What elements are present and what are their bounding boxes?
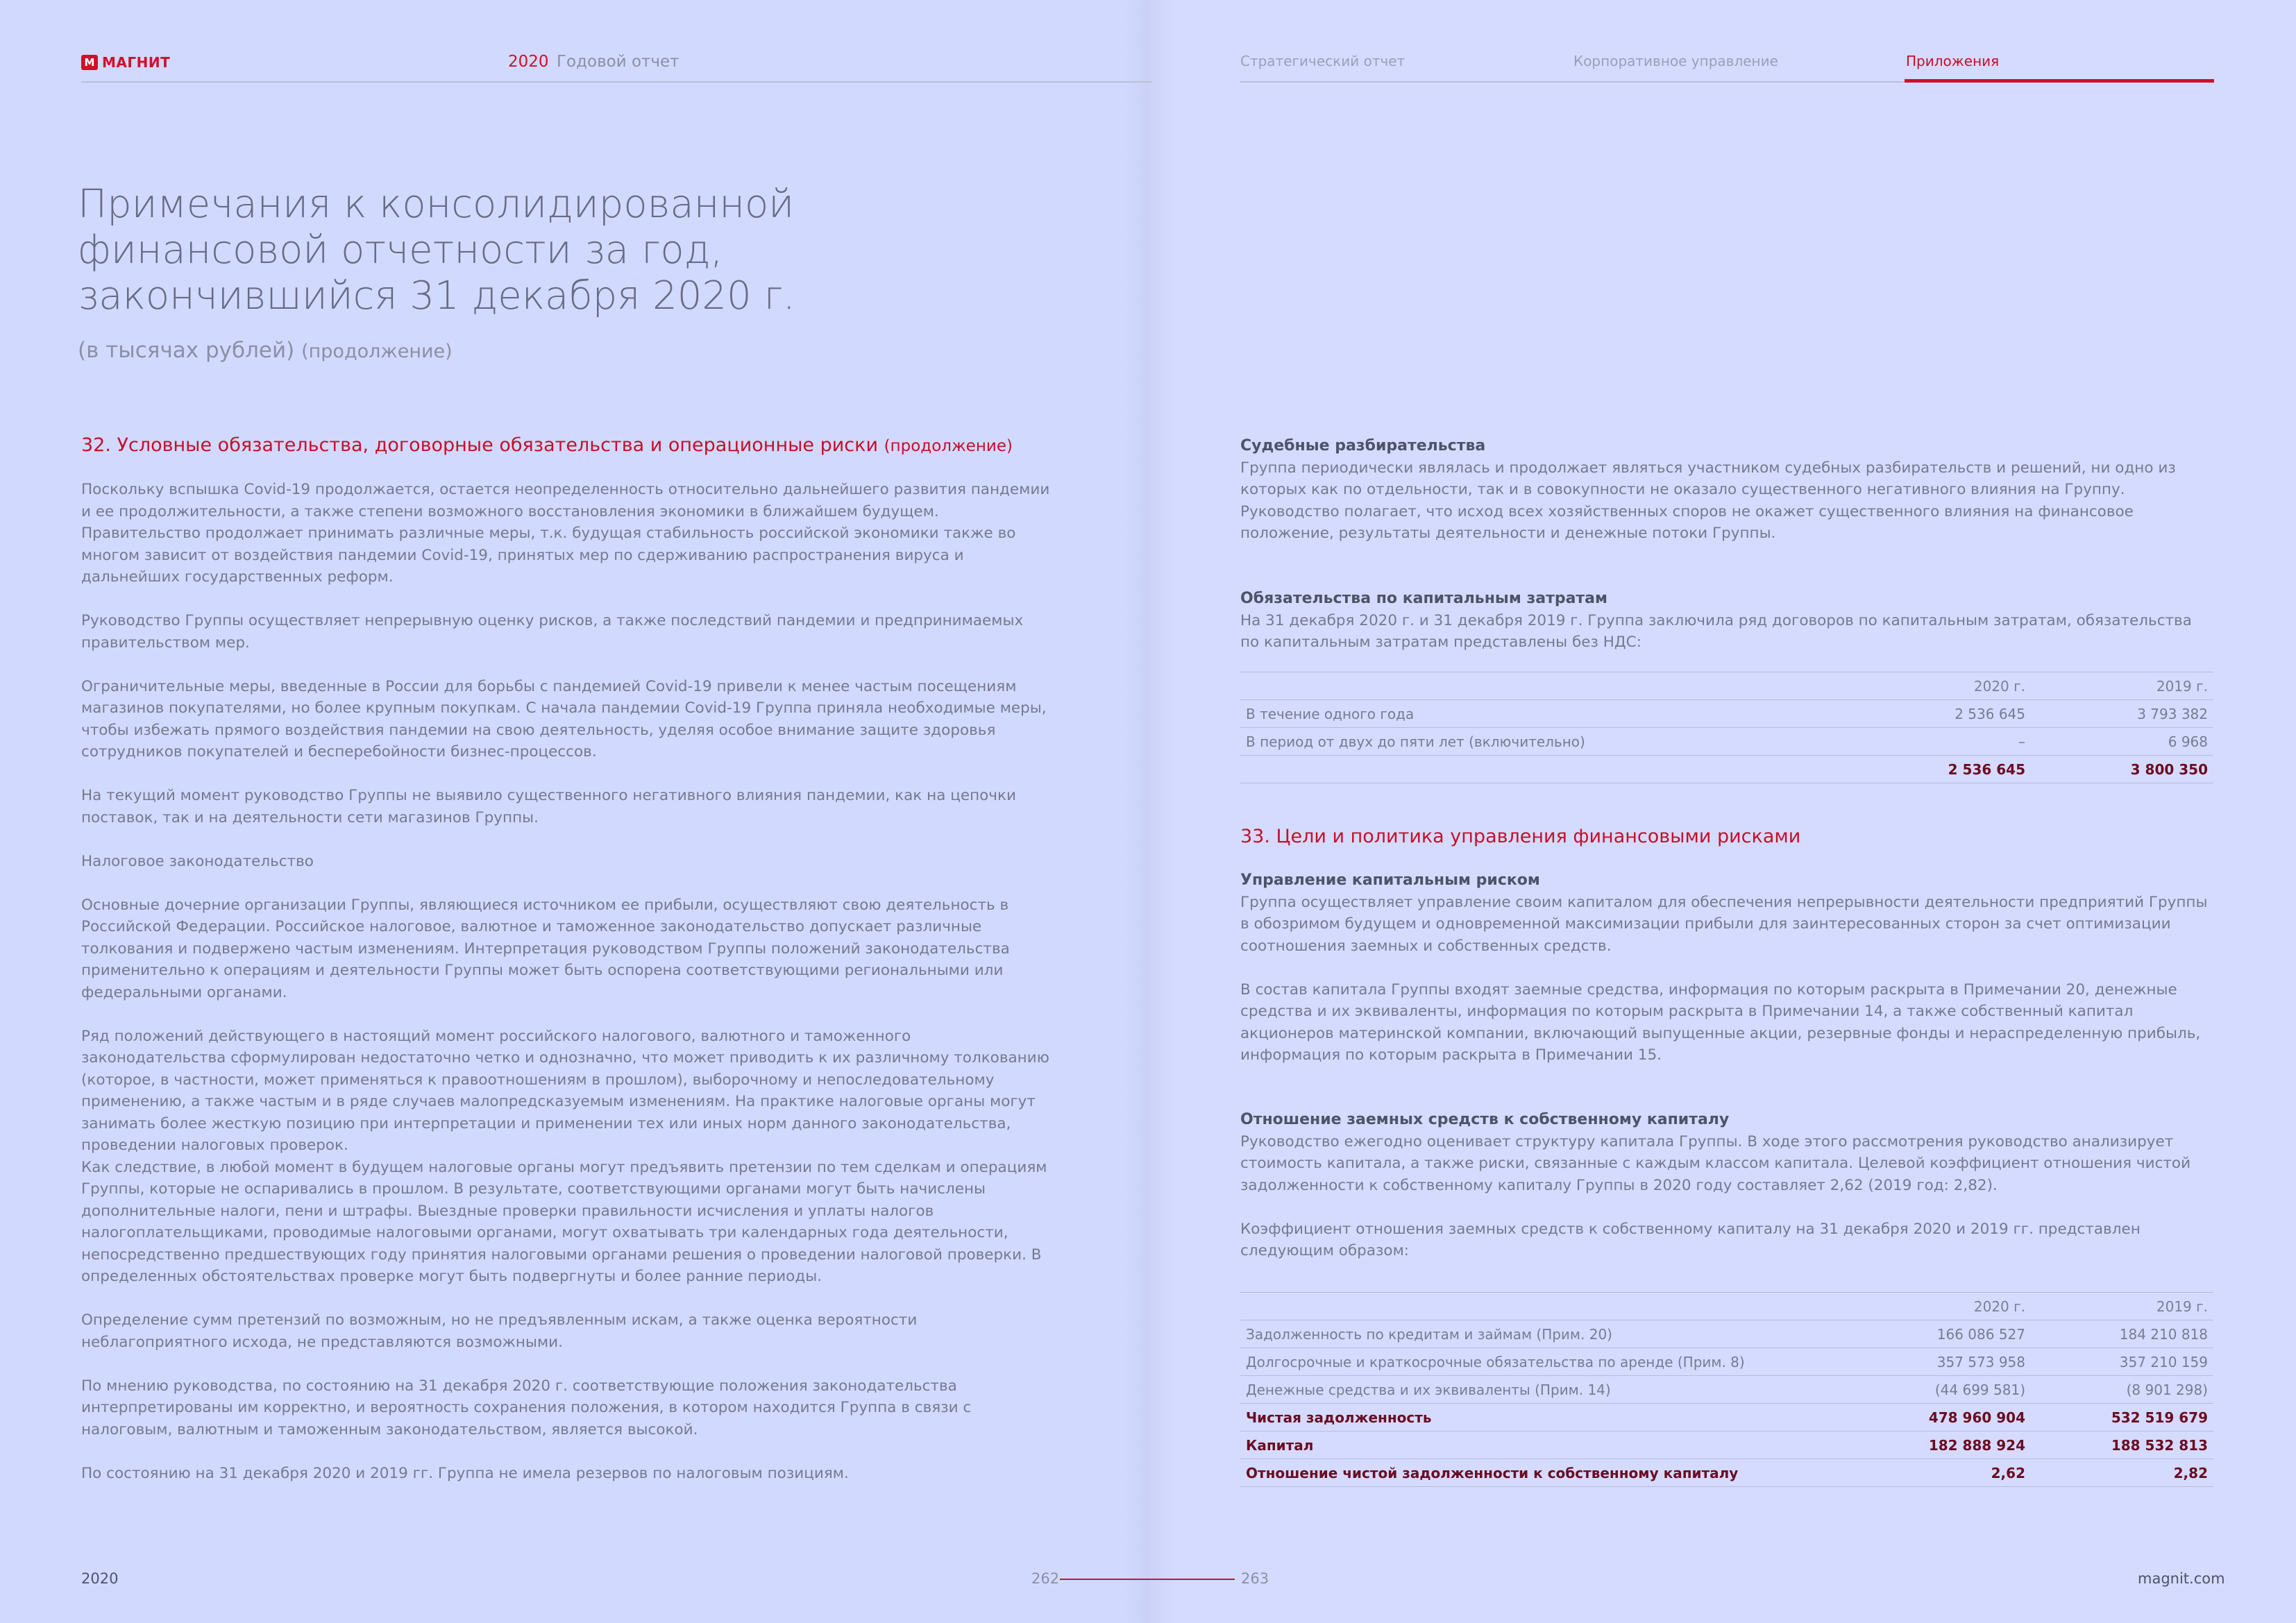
litigation-text: Группа периодически являлась и продолжает являться участником судебных разбирательств и решений, ни одно из которых как по отдельности, так и в совокупности не оказало существенного негативного влияния на Группу. Руководство полагает, что исход всех хозяйственных споров не окажет существенного влияния на финансовое положение, результаты деятельности и денежные потоки Группы. [1240,459,2176,542]
header-divider-left [81,81,1152,83]
row-label: В течение одного года [1240,700,1848,728]
paragraph: Руководство ежегодно оценивает структуру капитала Группы. В ходе этого рассмотрения руководство анализирует стоимость капитала, а также риски, связанные с каждым классом капитала. Целевой коэффициент отношения чистой задолженности к собственному капиталу Группы в 2020 году составляет 2,62 (2019 год: 2,82). [1240,1132,2191,1194]
section-32-heading-continued: (продолжение) [884,437,1013,455]
capital-risk-block [1240,869,2212,1088]
nav-active-indicator [1905,79,2214,83]
paragraph: Основные дочерние организации Группы, являющиеся источником ее прибыли, осуществляют свою деятельность в Российской Федерации. Российское налоговое, валютное и таможенное законодательство допускает различные толкования и подвержено частым изменениям. Интерпретация руководством Группы положений законодательства применительно к операциям и деятельности Группы может быть оспорена соответствующими региональными или федеральными органами. [81,896,1010,1001]
paragraph: Ряд положений действующего в настоящий момент российского налогового, валютного и таможенного законодательства сформулирован недостаточно четко и однозначно, что может приводить к их различному толкованию (которое, в частности, может применяться к правоотношениям в прошлом), выборочному и непоследовательному применению, а также частым и в ряде случаев малопредсказуемым изменениям. На практике налоговые органы могут занимать более жесткую позицию при интерпретации и применении тех или иных норм данного законодательства, проведении налоговых проверок. [81,1027,1049,1154]
table-row [1240,1320,2213,1348]
section-32-heading [81,434,1013,456]
section-33-heading: 33. Цели и политика управления финансовыми рисками [1240,826,1801,847]
table-header-row [1240,1293,2213,1320]
header-year: 2020 [508,53,549,71]
subtitle-units: (в тысячах рублей) [78,338,295,363]
subtitle-continued: (продолжение) [301,341,453,362]
row-value-2019: 3 793 382 [2031,700,2213,728]
total-value-2020: 2 536 645 [1848,756,2031,783]
footer-page-left: 262 [1031,1570,1060,1587]
table-header-label [1240,672,1848,700]
row-value-2019: (8 901 298) [2031,1376,2213,1404]
row-value-2020: 2,62 [1848,1459,2031,1487]
paragraph: Коэффициент отношения заемных средств к собственному капиталу на 31 декабря 2020 и 2019 гг. представлен следующим образом: [1240,1220,2141,1259]
page-title-line-3: закончившийся 31 декабря 2020 г. [78,273,795,318]
table-header-2020: 2020 г. [1848,1293,2031,1320]
page-gutter [1124,0,1173,1623]
paragraph: На текущий момент руководство Группы не выявило существенного негативного влияния пандемии, как на цепочки поставок, так и на деятельности сети магазинов Группы. [81,787,1016,826]
table-row-capital [1240,1431,2213,1459]
nav-appendices[interactable]: Приложения [1906,53,2000,69]
paragraph: Ограничительные меры, введенные в России для борьбы с пандемией Covid-19 привели к менее частым посещениям магазинов покупателями, но более крупным покупкам. С начала пандемии Covid-19 Группа приняла необходимые меры, чтобы избежать прямого воздействия пандемии на свою деятельность, уделяя особое внимание защите здоровья сотрудников покупателей и бесперебойности бизнес-процессов. [81,677,1047,760]
table-total-row [1240,756,2213,783]
paragraph: Определение сумм претензий по возможным, но не предъявленным искам, а также оценка вероятности неблагоприятного исхода, не представляются возможными. [81,1311,918,1351]
page-title [78,182,980,319]
capex-block [1240,588,2212,675]
debt-equity-heading: Отношение заемных средств к собственному капиталу [1240,1111,1730,1128]
table-header-row [1240,672,2213,700]
row-value-2020: 478 960 904 [1848,1404,2031,1431]
total-label [1240,756,1848,783]
row-label: Чистая задолженность [1240,1404,1848,1431]
section-32-body [81,479,1060,1506]
page-subtitle [78,338,453,363]
row-value-2019: 357 210 159 [2031,1348,2213,1376]
capex-text: На 31 декабря 2020 г. и 31 декабря 2019 г. Группа заключила ряд договоров по капитальным затратам, обязательства по капитальным затратам представлены без НДС: [1240,611,2192,651]
table-header-label [1240,1293,1848,1320]
row-label: Задолженность по кредитам и займам (Прим. 20) [1240,1320,1848,1348]
row-value-2019: 532 519 679 [2031,1404,2213,1431]
capex-table [1240,672,2213,783]
table-row [1240,1348,2213,1376]
table-header-2019: 2019 г. [2031,672,2213,700]
row-value-2019: 188 532 813 [2031,1431,2213,1459]
debt-equity-block [1240,1109,2212,1284]
paragraph: Руководство Группы осуществляет непрерывную оценку рисков, а также последствий пандемии и предпринимаемых правительством мер. [81,612,1024,652]
row-value-2019: 184 210 818 [2031,1320,2213,1348]
section-32-heading-text: 32. Условные обязательства, договорные обязательства и операционные риски [81,434,879,456]
capital-risk-heading: Управление капитальным риском [1240,872,1540,889]
row-label: Отношение чистой задолженности к собственному капиталу [1240,1459,1848,1487]
total-value-2019: 3 800 350 [2031,756,2213,783]
paragraph: По состоянию на 31 декабря 2020 и 2019 гг. Группа не имела резервов по налоговым позициям. [81,1464,849,1482]
row-label: Долгосрочные и краткосрочные обязательства по аренде (Прим. 8) [1240,1348,1848,1376]
paragraph: Поскольку вспышка Covid-19 продолжается, остается неопределенность относительно дальнейшего развития пандемии и ее продолжительности, а также степени возможного восстановления экономики в ближайшем будущем. Правительство продолжает принимать различные меры, т.к. будущая стабильность российской экономики также во многом зависит от воздействия пандемии Covid-19, принятых мер по сдерживанию распространения вируса и дальнейших государственных реформ. [81,481,1050,586]
nav-strategic-report[interactable]: Стратегический отчет [1240,53,1406,69]
row-value-2020: (44 699 581) [1848,1376,2031,1404]
tax-legislation-heading: Налоговое законодательство [81,852,314,870]
row-label: Капитал [1240,1431,1848,1459]
footer-website-link[interactable]: magnit.com [2138,1570,2225,1587]
debt-equity-table [1240,1292,2213,1487]
nav-corporate-governance[interactable]: Корпоративное управление [1573,53,1778,69]
header-report-title: Годовой отчет [557,53,679,71]
table-row [1240,700,2213,728]
row-value-2020: 182 888 924 [1848,1431,2031,1459]
magnit-logo-icon: M [81,55,98,70]
logo-text: МАГНИТ [102,54,171,71]
page-title-line-1: Примечания к консолидированной [78,182,795,227]
row-value-2020: 166 086 527 [1848,1320,2031,1348]
row-label: Денежные средства и их эквиваленты (Прим. 14) [1240,1376,1848,1404]
paragraph: Как следствие, в любой момент в будущем налоговые органы могут предъявить претензии по тем сделкам и операциям Группы, которые не оспаривались в прошлом. В результате, соответствующими органами могут быть начислены дополнительные налоги, пени и штрафы. Выездные проверки правильности исчисления и уплаты налогов налогоплательщиками, проводимые налоговыми органами, могут охватывать три календарных года деятельности, непосредственно предшествующих году принятия налоговыми органами решения о проведении налоговой проверки. В определенных обстоятельствах проверке могут быть подвергнуты и более ранние периоды. [81,1158,1047,1285]
litigation-heading: Судебные разбирательства [1240,437,1486,454]
table-row-net-debt [1240,1404,2213,1431]
row-value-2019: 6 968 [2031,728,2213,756]
footer-page-divider [1060,1579,1235,1580]
table-header-2019: 2019 г. [2031,1293,2213,1320]
row-value-2020: – [1848,728,2031,756]
paragraph: По мнению руководства, по состоянию на 31 декабря 2020 г. соответствующие положения законодательства интерпретированы им корректно, и вероятность сохранения положения, в котором находится Группа в связи с налоговым, валютным и таможенным законодательством, является высокой. [81,1377,972,1438]
litigation-block [1240,435,2212,566]
footer-page-right: 263 [1241,1570,1269,1587]
page-title-line-2: финансовой отчетности за год, [78,228,723,273]
paragraph: В состав капитала Группы входят заемные средства, информация по которым раскрыта в Примечании 20, денежные средства и их эквиваленты, информация по которым раскрыта в Примечании 14, а также собственный капитал акционеров материнской компании, включающий выпущенные акции, резервные фонды и нераспределенную прибыль, информация по которым раскрыта в Примечании 15. [1240,980,2201,1064]
capex-heading: Обязательства по капитальным затратам [1240,590,1608,607]
table-row-ratio [1240,1459,2213,1487]
row-value-2019: 2,82 [2031,1459,2213,1487]
row-value-2020: 357 573 958 [1848,1348,2031,1376]
table-header-2020: 2020 г. [1848,672,2031,700]
table-row [1240,1376,2213,1404]
footer-year: 2020 [81,1570,119,1587]
row-label: В период от двух до пяти лет (включительно) [1240,728,1848,756]
row-value-2020: 2 536 645 [1848,700,2031,728]
paragraph: Группа осуществляет управление своим капиталом для обеспечения непрерывности деятельности предприятий Группы в обозримом будущем и одновременной максимизации прибыли для заинтересованных сторон за счет оптимизации соотношения заемных и собственных средств. [1240,893,2208,955]
table-row [1240,728,2213,756]
magnit-logo[interactable] [81,54,170,71]
